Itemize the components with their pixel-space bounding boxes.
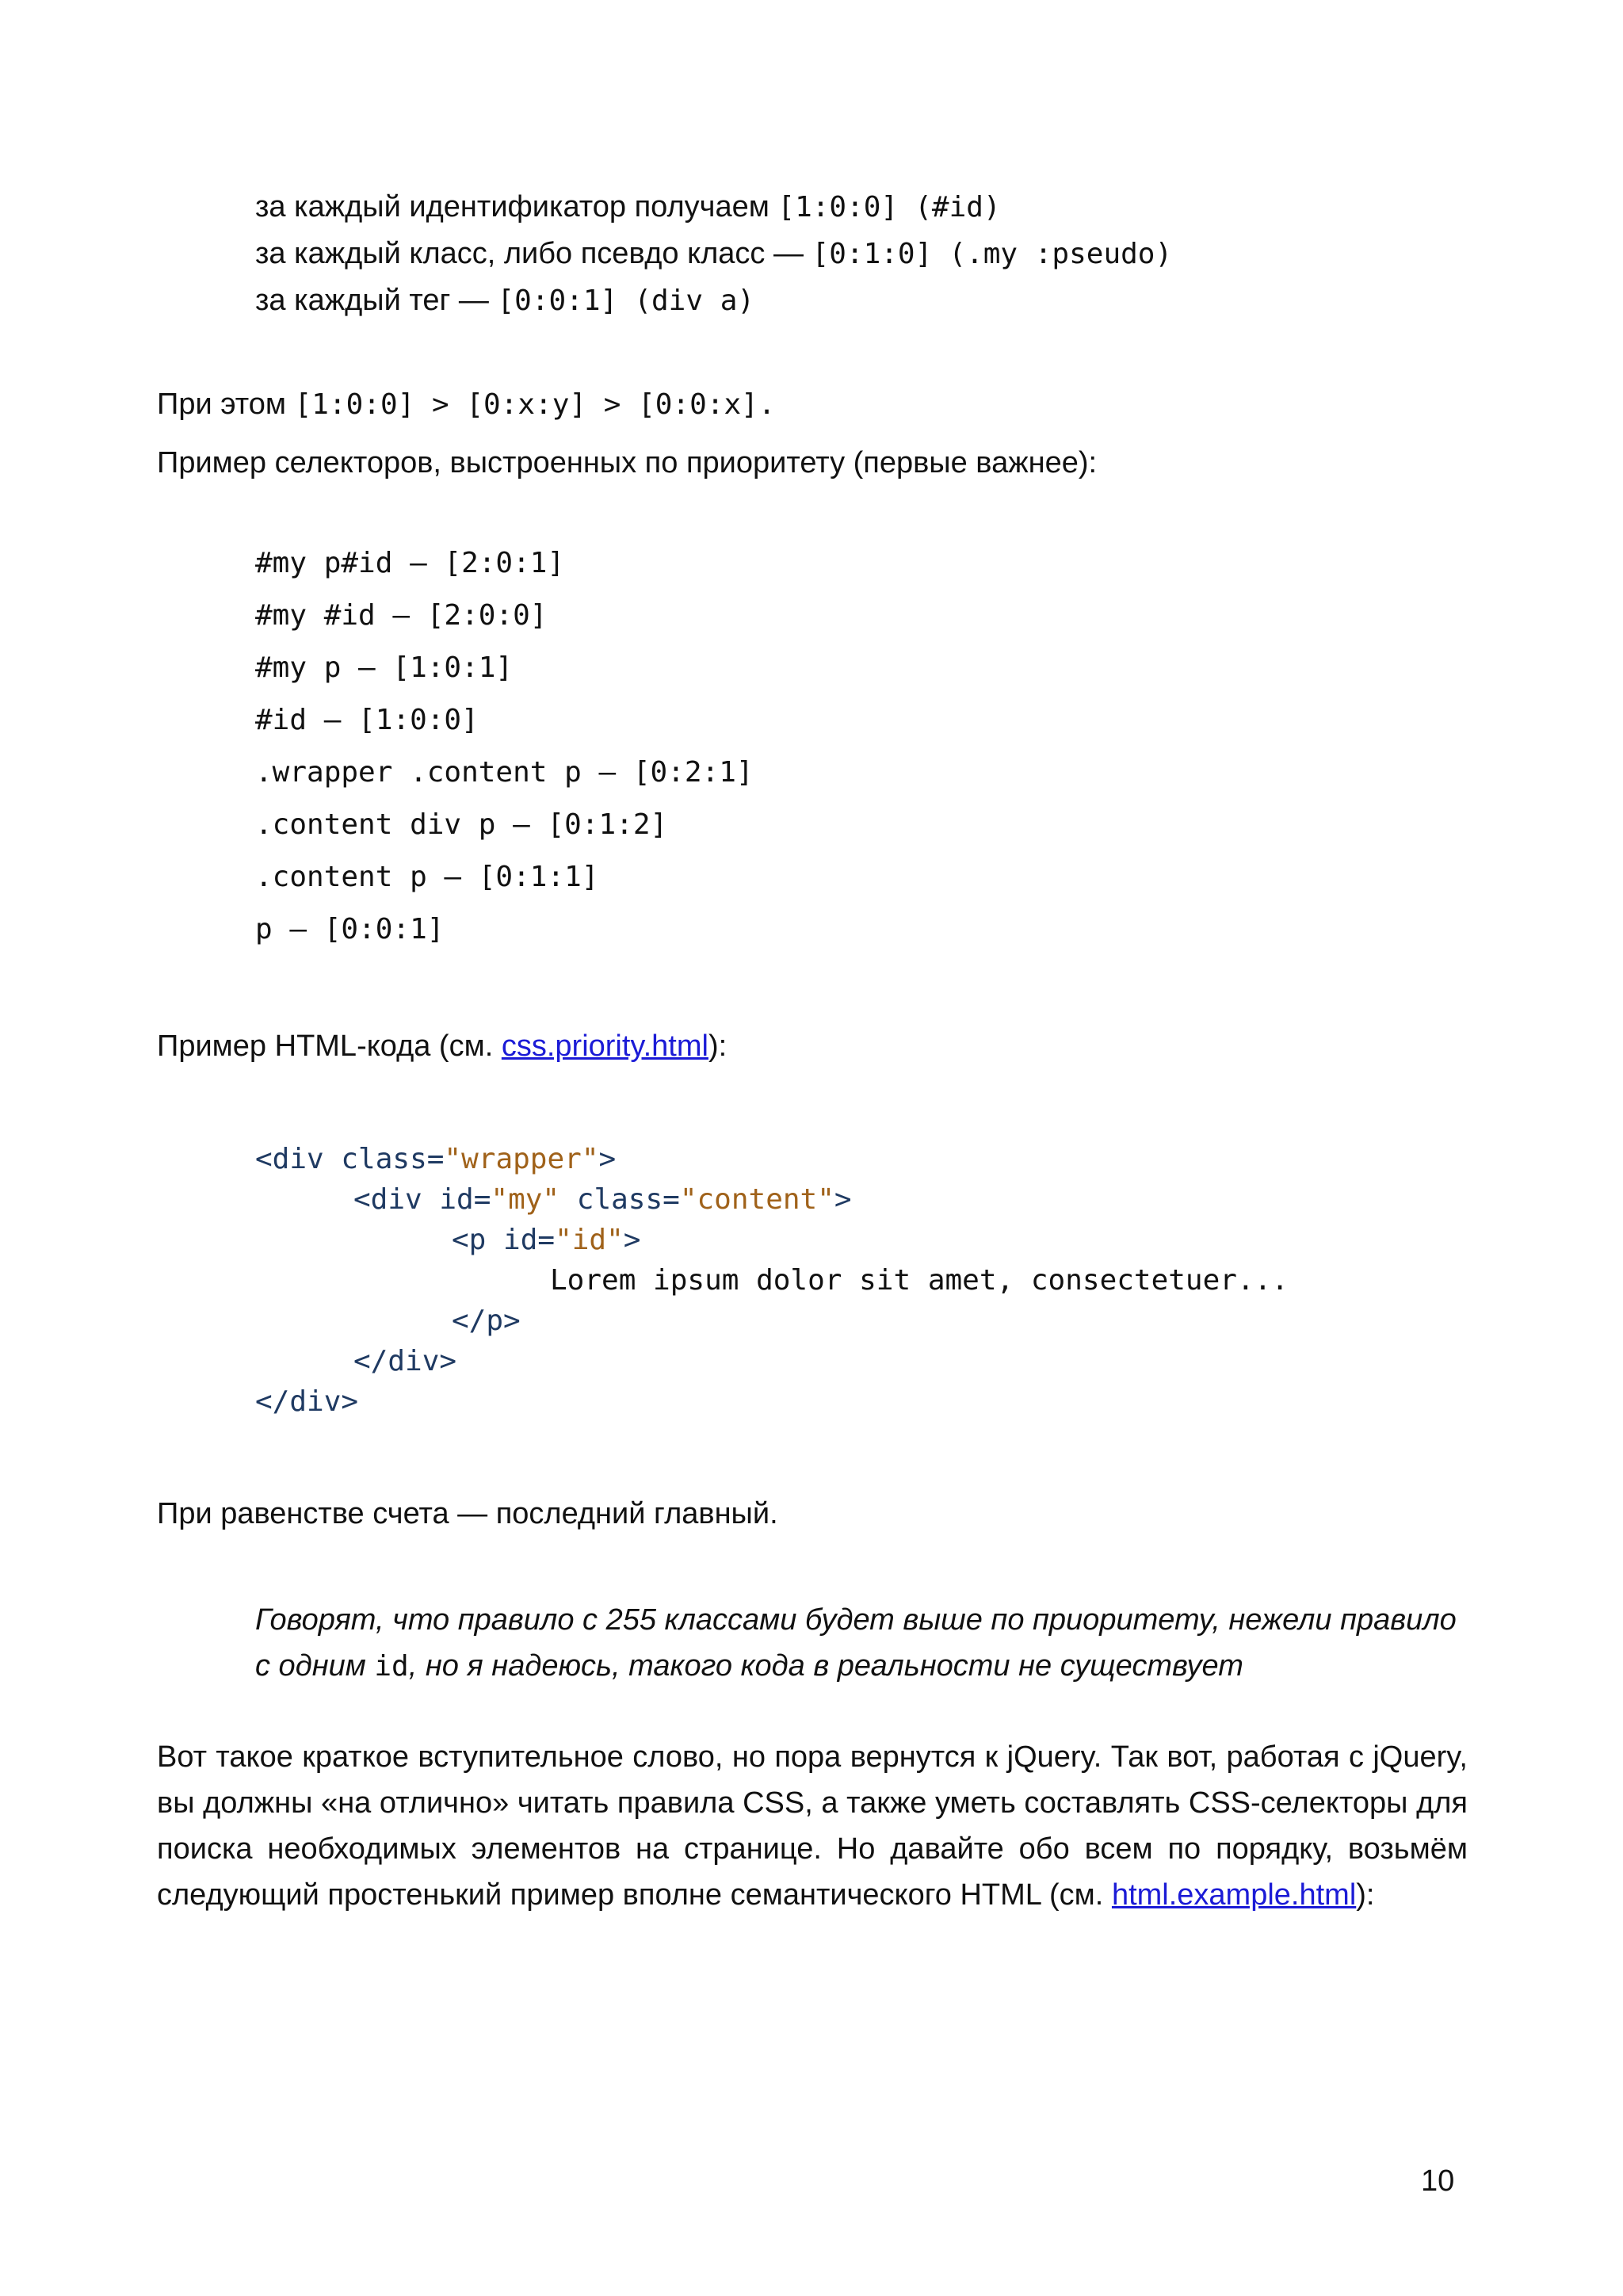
comparison-line — [157, 381, 775, 428]
html-example-intro — [157, 1023, 727, 1069]
code-tag-close: > — [598, 1143, 617, 1175]
code-value: "id" — [555, 1224, 624, 1256]
rule-line-class — [255, 231, 1172, 277]
paragraph-line: поиска необходимых элементов на странице. Но давайте обо всем по порядку, возьмём — [157, 1832, 1468, 1866]
code-attr: id= — [439, 1183, 491, 1216]
comparison-code: [1:0:0] > [0:x:y] > [0:0:x]. — [294, 388, 776, 421]
quote-line-1: Говорят, что правило с 255 классами будет выше по приоритету, нежели правило — [255, 1603, 1457, 1637]
code-tag: <div — [255, 1143, 342, 1175]
html-example-link[interactable]: html.example.html — [1111, 1878, 1357, 1912]
paragraph-text: следующий простенький пример вполне семантического HTML (см. — [157, 1878, 1112, 1912]
paragraph-text: ): — [1356, 1878, 1375, 1912]
rule-code: [0:0:1] — [497, 285, 618, 317]
selector-item: #my p#id – [2:0:1] — [255, 547, 565, 579]
code-line-4: Lorem ipsum dolor sit amet, consectetuer... — [550, 1264, 1289, 1297]
rule-example: (.my :pseudo) — [949, 238, 1173, 270]
selector-item: #my p – [1:0:1] — [255, 651, 514, 684]
selector-item: #my #id – [2:0:0] — [255, 599, 548, 632]
paragraph-line: вы должны «на отлично» читать правила CSS, а также уметь составлять CSS-селекторы для — [157, 1786, 1468, 1820]
selector-item: .content p – [0:1:1] — [255, 861, 599, 893]
html-code-block — [255, 1139, 1289, 1422]
rule-text: за каждый тег — — [255, 284, 498, 317]
code-value: "wrapper" — [444, 1143, 599, 1175]
code-line-1 — [255, 1139, 1289, 1179]
code-attr: class= — [559, 1183, 680, 1216]
selector-item: .content div p – [0:1:2] — [255, 808, 668, 841]
code-line-2 — [255, 1179, 1289, 1220]
code-line-5: </p> — [452, 1305, 521, 1337]
code-tag-close: > — [834, 1183, 852, 1216]
code-value: "my" — [491, 1183, 560, 1216]
selectors-intro: Пример селекторов, выстроенных по приоритету (первые важнее): — [157, 446, 1098, 479]
code-line-7: </div> — [255, 1385, 359, 1418]
rule-line-id — [255, 184, 1172, 231]
intro-text-after: ): — [708, 1030, 727, 1063]
code-line-3 — [255, 1220, 1289, 1260]
code-value: "content" — [679, 1183, 834, 1216]
css-priority-link[interactable]: css.priority.html — [501, 1030, 708, 1063]
paragraph-line: Вот такое краткое вступительное слово, но пора вернутся к jQuery. Так вот, работая с jQuery, — [157, 1740, 1468, 1774]
code-tag: <p — [452, 1224, 504, 1256]
page-number: 10 — [1421, 2164, 1455, 2198]
rule-example: (div a) — [634, 285, 755, 317]
code-attr: id= — [503, 1224, 556, 1256]
rule-text: за каждый класс, либо псевдо класс — — [255, 237, 812, 270]
selector-item: .wrapper .content p – [0:2:1] — [255, 756, 754, 789]
intro-text-before: Пример HTML-кода (см. — [157, 1030, 502, 1063]
final-paragraph — [157, 1734, 1468, 1918]
paragraph-last-line — [157, 1872, 1468, 1918]
code-tag: <div — [353, 1183, 440, 1216]
code-tag-close: > — [623, 1224, 641, 1256]
quote-text: с одним — [255, 1649, 375, 1683]
comparison-prefix: При этом — [157, 388, 295, 421]
selector-item: #id – [1:0:0] — [255, 704, 479, 736]
specificity-rules — [255, 184, 1172, 324]
code-line-6: </div> — [353, 1345, 457, 1377]
rule-text: за каждый идентификатор получаем — [255, 190, 778, 223]
quote-text: , но я надеюсь, такого кода в реальности не существует — [408, 1649, 1243, 1683]
rule-example: (#id) — [915, 191, 1001, 223]
rule-code: [1:0:0] — [777, 191, 899, 223]
equality-note: При равенстве счета — последний главный. — [157, 1497, 778, 1530]
selector-item: p – [0:0:1] — [255, 913, 445, 946]
code-attr: class= — [341, 1143, 445, 1175]
selectors-list — [255, 537, 754, 956]
quote-inline-code: id — [374, 1650, 409, 1683]
rule-line-tag — [255, 277, 1172, 324]
quote-block — [255, 1597, 1571, 1690]
rule-code: [0:1:0] — [812, 238, 933, 270]
quote-line-2 — [255, 1643, 1571, 1690]
